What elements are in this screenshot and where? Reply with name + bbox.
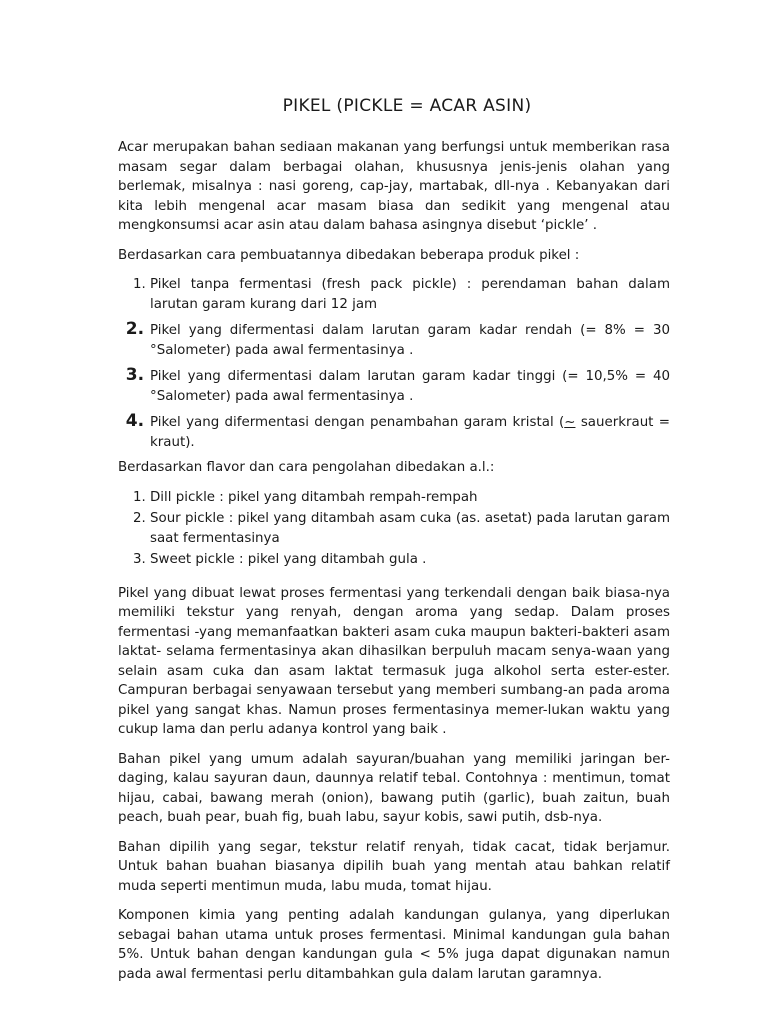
approx-symbol: ~ [564, 415, 576, 430]
production-type-list [118, 275, 670, 452]
body-paragraph: Komponen kimia yang penting adalah kandungan gulanya, yang diperlukan sebagai bahan utama untuk proses fermentasi. Minimal kandungan gula bahan 5%. Untuk bahan dengan kandungan gula < 5% juga dapat digunakan namun pada awal fermentasi perlu ditambahkan gula dalam larutan garamnya. [118, 908, 670, 982]
body-paragraph: Pikel yang dibuat lewat proses fermentasi yang terkendali dengan baik biasa-nya memiliki tekstur yang renyah, dengan aroma yang sedap. Dalam proses fermentasi -yang memanfaatkan bakteri asam cuka maupun bakteri-bakteri asam laktat- selama fermentasinya akan dihasilkan berpuluh macam senya-waan yang selain asam cuka dan asam laktat termasuk juga alkohol serta ester-ester. Campuran berbagai senyawaan tersebut yang memberi sumbang-an pada aroma pikel yang sangat khas. Namun proses fermentasinya memer-lukan waktu yang cukup lama dan perlu adanya kontrol yang baik . [118, 585, 670, 737]
list-item: 1. Dill pickle : pikel yang ditambah rempah-rempah [150, 488, 670, 508]
list-item-text: sauerkraut = kraut). [150, 415, 670, 450]
list-item: 3. Sweet pickle : pikel yang ditambah gula . [150, 550, 670, 570]
list-item: 1. Pikel tanpa fermentasi (fresh pack pickle) : perendaman bahan dalam larutan garam kurang dari 12 jam [150, 275, 670, 314]
section2-lead: Berdasarkan flavor dan cara pengolahan dibedakan a.l.: [118, 460, 495, 475]
list-item: 2. Sour pickle : pikel yang ditambah asam cuka (as. asetat) pada larutan garam saat fermentasinya [150, 509, 670, 548]
section1-lead: Berdasarkan cara pembuatannya dibedakan beberapa produk pikel : [118, 247, 580, 263]
document-title: PIKEL (PICKLE = ACAR ASIN) [282, 96, 532, 116]
list-item: 3. Pikel yang difermentasi dalam larutan garam kadar tinggi (= 10,5% = 40 °Salometer) pada awal fermentasinya . [150, 366, 670, 406]
list-item [150, 412, 670, 452]
list-item: 2. Pikel yang difermentasi dalam larutan garam kadar rendah (= 8% = 30 °Salometer) pada awal fermentasinya . [150, 320, 670, 360]
body-paragraph: Bahan dipilih yang segar, tekstur relatif renyah, tidak cacat, tidak berjamur. Untuk bahan buahan biasanya dipilih buah yang mentah atau bahkan relatif muda seperti mentimun muda, labu muda, tomat hijau. [118, 839, 670, 894]
intro-paragraph: Acar merupakan bahan sediaan makanan yang berfungsi untuk memberikan rasa masam segar dalam berbagai olahan, khususnya jenis-jenis olahan yang berlemak, misalnya : nasi goreng, cap-jay, martabak, dll-nya . Kebanyakan dari kita lebih mengenal acar masam biasa dan sedikit yang mengenal atau mengkonsumsi acar asin atau dalam bahasa asingnya disebut ‘pickle’ . [118, 140, 670, 233]
document-page [118, 96, 670, 994]
flavor-type-list [118, 488, 670, 570]
body-paragraph: Bahan pikel yang umum adalah sayuran/buahan yang memiliki jaringan ber-daging, kalau sayuran daun, daunnya relatif tebal. Contohnya : mentimun, tomat hijau, cabai, bawang merah (onion), bawang putih (garlic), buah zaitun, buah peach, buah pear, buah fig, buah labu, sayur kobis, sawi putih, dsb-nya. [118, 751, 670, 825]
list-item-text: Pikel yang difermentasi dengan penambahan garam kristal ( [150, 415, 565, 430]
